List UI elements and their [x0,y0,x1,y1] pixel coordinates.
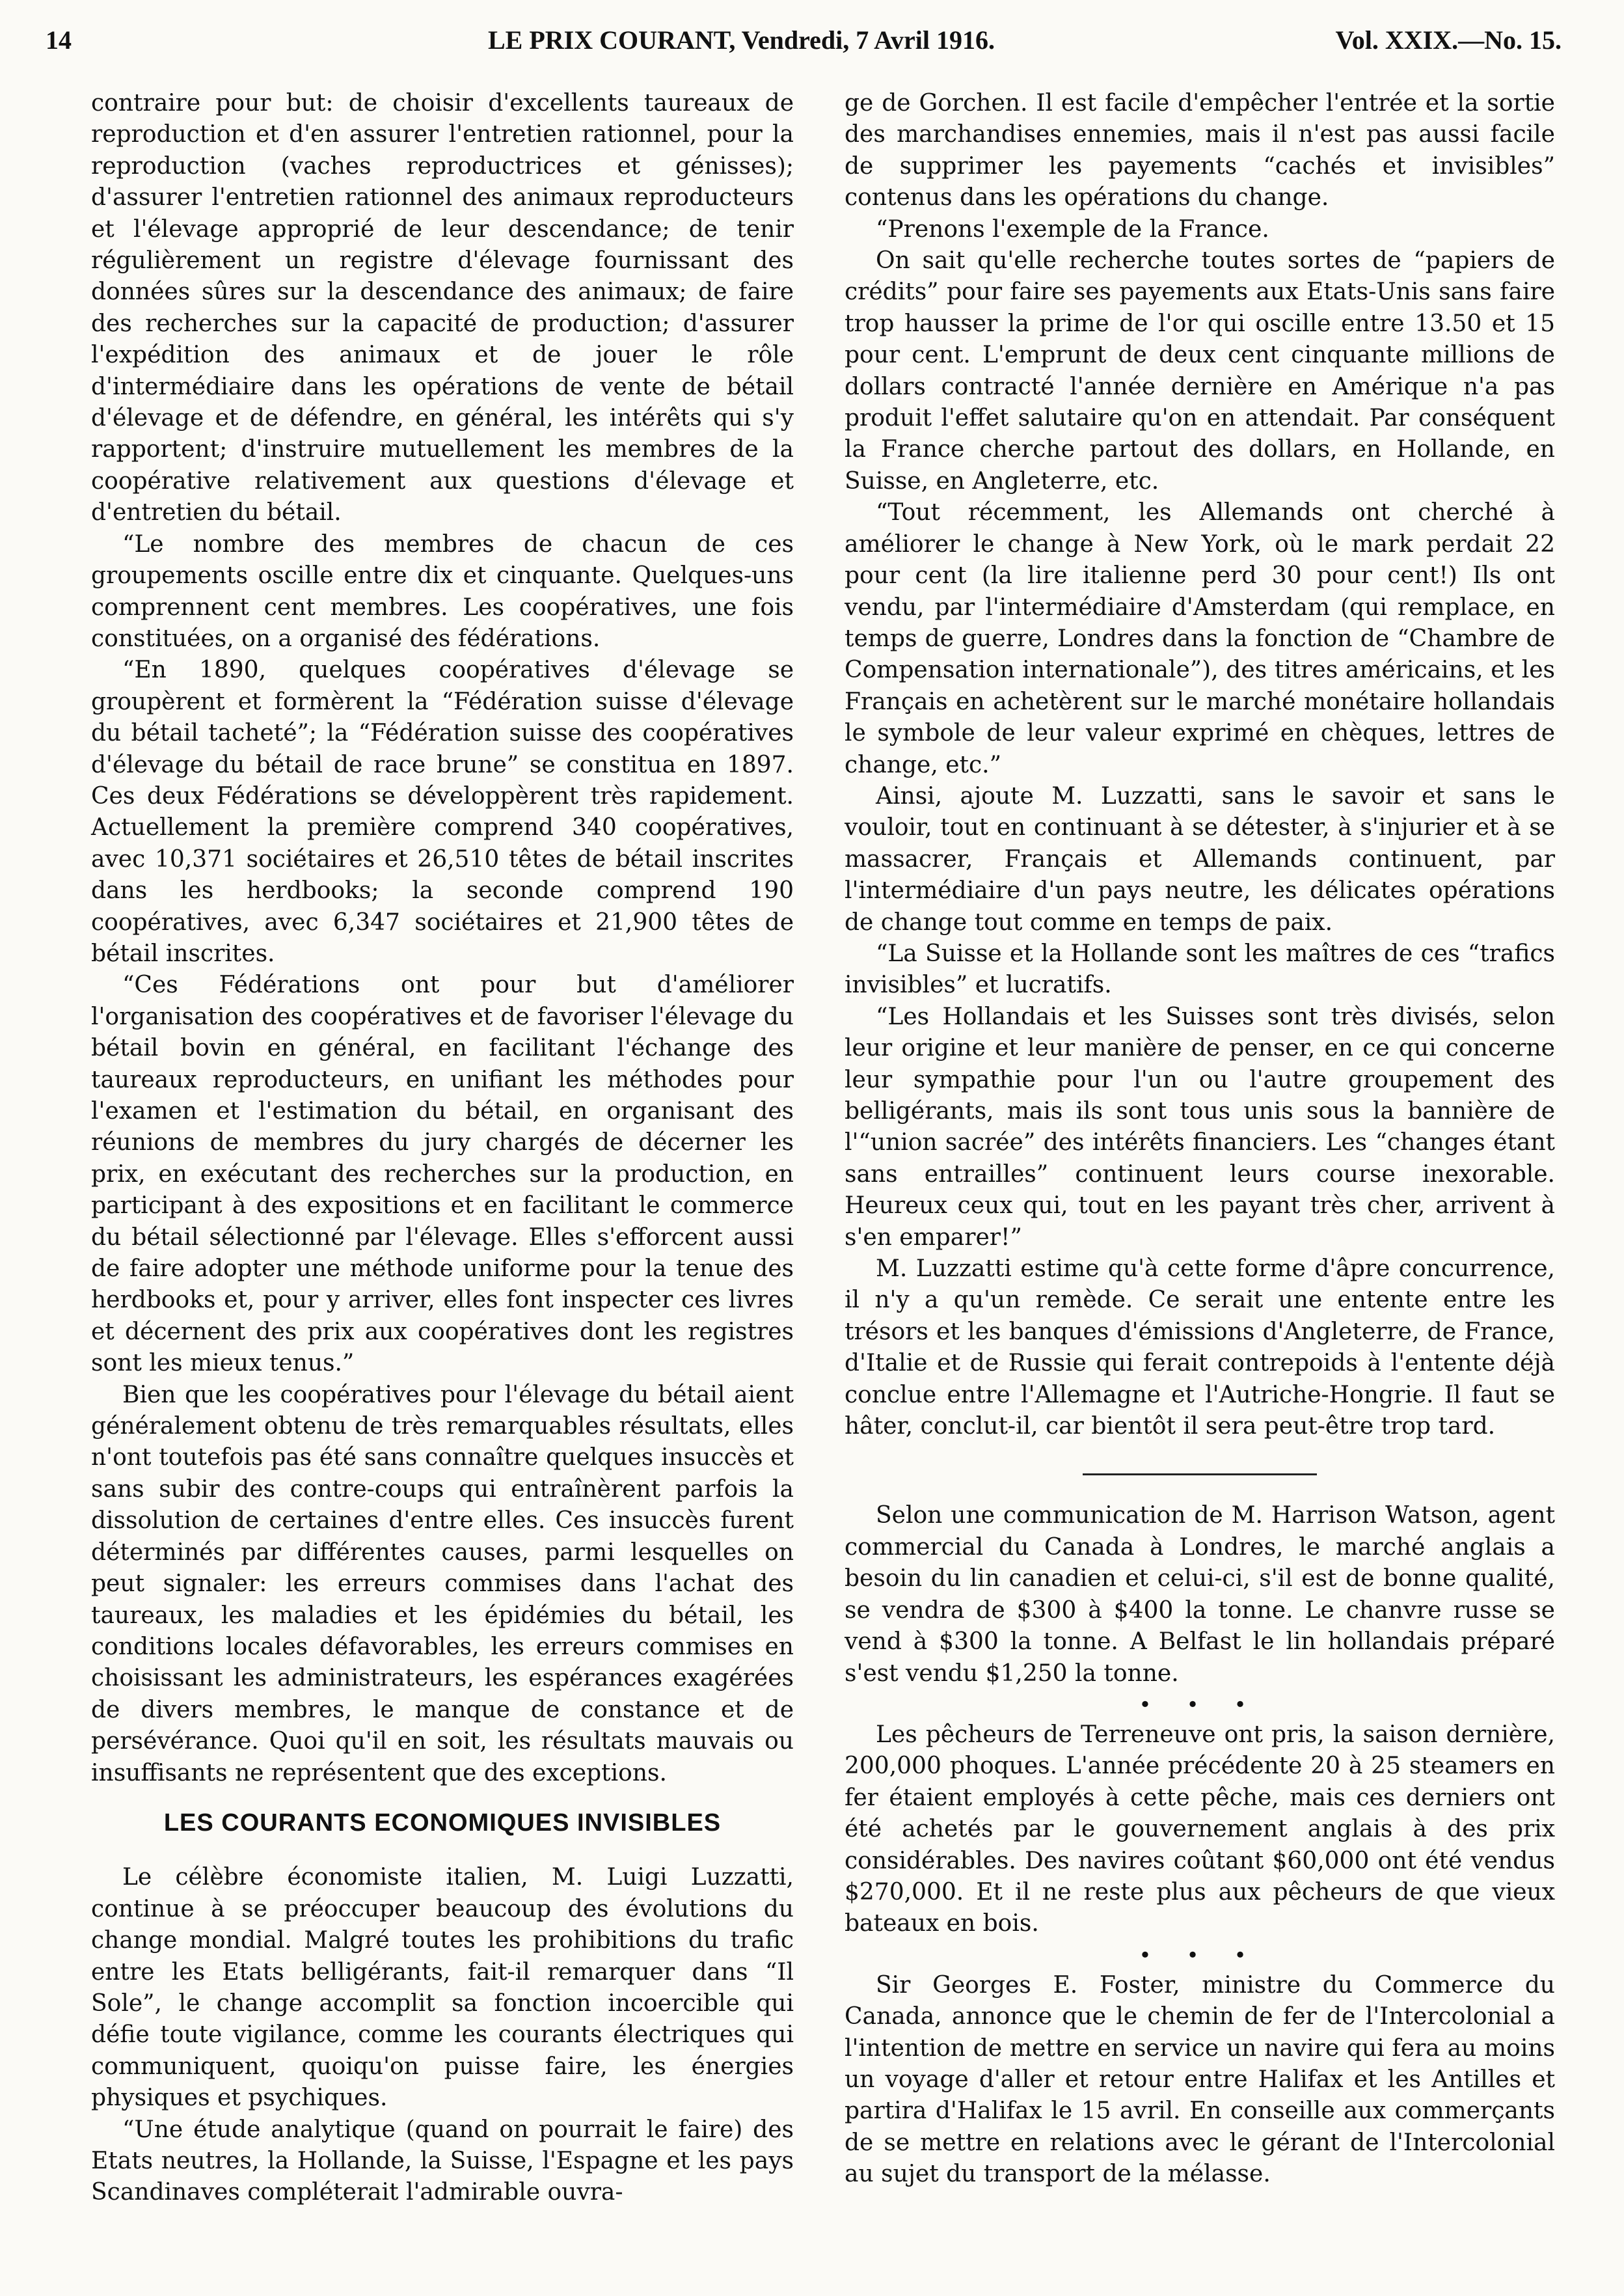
paragraph: “La Suisse et la Hollande sont les maîtres de ces “trafics invisibles” et lucratifs. [845,940,1555,999]
paragraph: On sait qu'elle recherche toutes sortes de “papiers de crédits” pour faire ses payements aux Etats-Unis sans faire trop hausser la prime de l'or qui oscille entre 13.50 et 15 pour cent. L'emprunt de deux cent cinquante millions de dollars contracté l'année dernière en Amérique n'a pas produit l'effet salutaire qu'on en attendait. Par conséquent la France cherche partout des dollars, en Hollande, en Suisse, en Angleterre, etc. [845,247,1555,495]
paragraph: “En 1890, quelques coopératives d'élevage se groupèrent et formèrent la “Fédération suisse d'élevage du bétail tacheté”; la “Fédération suisse des coopératives d'élevage du bétail de race brune” se constitua en 1897. Ces deux Fédérations se développèrent très rapidement. Actuellement la première comprend 340 coopératives, avec 10,371 sociétaires et 26,510 têtes de bétail inscrites dans les herdbooks; la seconde comprend 190 coopératives, avec 6,347 sociétaires et 21,900 têtes de bétail inscrites. [91,657,794,967]
article-heading: LES COURANTS ECONOMIQUES INVISIBLES [163,1809,722,1837]
paragraph: Les pêcheurs de Terreneuve ont pris, la saison dernière, 200,000 phoques. L'année précédente 20 à 25 steamers en fer étaient employés à cette pêche, mais ces derniers ont été achetés par le gouvernement anglais à des prix considérables. Des navires coûtant $60,000 ont été vendus $270,000. Et il ne reste plus aux pêcheurs de que vieux bateaux en bois. [845,1721,1555,1937]
right-column [845,88,1555,2191]
volume-number: Vol. XXIX.—No. 15. [1335,25,1562,55]
paragraph: contraire pour but: de choisir d'excellents taureaux de reproduction et d'en assurer l'entretien rationnel, pour la reproduction (vaches reproductrices et génisses); d'assurer l'entretien rationnel des animaux reproducteurs et l'élevage approprié de leur descendance; de tenir régulièrement un registre d'élevage fournissant des données sûres sur la descendance des animaux; de faire des recherches sur la capacité de production; d'assurer l'expédition des animaux et de jouer le rôle d'intermédiaire dans les opérations de vente de bétail d'élevage et de défendre, en général, les intérêts qui s'y rapportent; d'instruire mutuellement les membres de la coopérative relativement aux questions d'élevage et d'entretien du bétail. [91,90,794,526]
paragraph: Selon une communication de M. Harrison Watson, agent commercial du Canada à Londres, le marché anglais a besoin du lin canadien et celui-ci, s'il est de bonne qualité, se vendra de $300 à $400 la tonne. Le chanvre russe se vend à $300 la tonne. A Belfast le lin hollandais préparé s'est vendu $1,250 la tonne. [845,1502,1555,1687]
paragraph: “Le nombre des membres de chacun de ces groupements oscille entre dix et cinquante. Quelques-uns comprennent cent membres. Les coopératives, une fois constituées, on a organisé des fédérations. [91,530,794,652]
left-column [91,88,794,2209]
page-header [46,25,1562,64]
paragraph: “Prenons l'exemple de la France. [876,215,1269,243]
paragraph: “Les Hollandais et les Suisses sont très divisés, selon leur origine et leur manière de penser, en ce qui concerne leur sympathie pour l'un ou l'autre groupement des belligérants, mais ils sont tous unis sous la bannière de l'“union sacrée” des intérêts financiers. Les “changes étant sans entrailles” continuent leurs course inexorable. Heureux ceux qui, tout en les payant très cher, arrivent à s'en emparer!” [845,1003,1555,1251]
paragraph: Le célèbre économiste italien, M. Luigi Luzzatti, continue à se préoccuper beaucoup des évolutions du change mondial. Malgré toutes les prohibitions du trafic entre les Etats belligérants, fait-il remarquer dans “Il Sole”, le change accomplit sa fonction incoercible qui défie toute vigilance, comme les courants électriques qui communiquent, quoiqu'on puisse faire, les énergies physiques et psychiques. [91,1864,794,2112]
paragraph: “Ces Fédérations ont pour but d'améliorer l'organisation des coopératives et de favoriser l'élevage du bétail bovin en général, en facilitant l'échange des taureaux reproducteurs, en unifiant les méthodes pour l'examen et l'estimation du bétail, en organisant des réunions de membres du jury chargés de décerner les prix, en exécutant des recherches sur la production, en participant à des expositions et en facilitant le commerce du bétail sélectionné par l'élevage. Elles s'efforcent aussi de faire adopter une méthode uniforme pour la tenue des herdbooks et, pour y arriver, elles font inspecter ces livres et décernent des prix aux coopératives dont les registres sont les mieux tenus.” [91,972,794,1377]
section-separator-stars: • • • [1139,1691,1261,1717]
paragraph: Sir Georges E. Foster, ministre du Commerce du Canada, annonce que le chemin de fer de l'Intercolonial a l'intention de mettre en service un navire qui fera au moins un voyage d'aller et retour entre Halifax et les Antilles et partira d'Halifax le 15 avril. En conseille aux commerçants de se mettre en relations avec le gérant de l'Intercolonial au sujet du transport de la mélasse. [845,1971,1555,2188]
paragraph: ge de Gorchen. Il est facile d'empêcher l'entrée et la sortie des marchandises ennemies, mais il n'est pas aussi facile de supprimer les payements “cachés et invisibles” contenus dans les opérations du change. [845,90,1555,212]
masthead-date: LE PRIX COURANT, Vendredi, 7 Avril 1916. [488,25,995,55]
section-divider [1083,1473,1317,1475]
paragraph: “Une étude analytique (quand on pourrait le faire) des Etats neutres, la Hollande, la Suisse, l'Espagne et les pays Scandinaves compléterait l'admirable ouvra- [91,2116,794,2206]
paragraph: Bien que les coopératives pour l'élevage du bétail aient généralement obtenu de très remarquables résultats, elles n'ont toutefois pas été sans connaître quelques insuccès et sans subir des contre-coups qui entraînèrent parfois la dissolution de certaines d'entre elles. Ces insuccès furent déterminés par différentes causes, parmi lesquelles on peut signaler: les erreurs commises dans l'achat des taureaux, les maladies et les épidémies du bétail, les conditions locales défavorables, les erreurs commises en choisissant les administrateurs, les espérances exagérées de divers membres, le manque de constance et de persévérance. Quoi qu'il en soit, les résultats mauvais ou insuffisants ne représentent que des exceptions. [91,1381,794,1786]
paragraph: “Tout récemment, les Allemands ont cherché à améliorer le change à New York, où le mark perdait 22 pour cent (la lire italienne perd 30 pour cent!) Ils ont vendu, par l'intermédiaire d'Amsterdam (qui remplace, en temps de guerre, Londres dans la fonction de “Chambre de Compensation internationale”), des titres américains, et les Français en achetèrent sur le marché monétaire hollandais le symbole de leur valeur exprimé en chèques, lettres de change, etc.” [845,499,1555,778]
paragraph: M. Luzzatti estime qu'à cette forme d'âpre concurrence, il n'y a qu'un remède. Ce serait une entente entre les trésors et les banques d'émissions d'Angleterre, de France, d'Italie et de Russie qui ferait contrepoids à l'entente déjà conclue entre l'Allemagne et l'Autriche-Hongrie. Il faut se hâter, conclut-il, car bientôt il sera peut-être trop tard. [845,1255,1555,1440]
section-separator-stars: • • • [1139,1942,1261,1967]
page-number: 14 [46,25,72,55]
paragraph: Ainsi, ajoute M. Luzzatti, sans le savoir et sans le vouloir, tout en continuant à se détester, à s'injurier et à se massacrer, Français et Allemands continuent, par l'intermédiaire d'un pays neutre, les délicates opérations de change tout comme en temps de paix. [845,782,1555,936]
